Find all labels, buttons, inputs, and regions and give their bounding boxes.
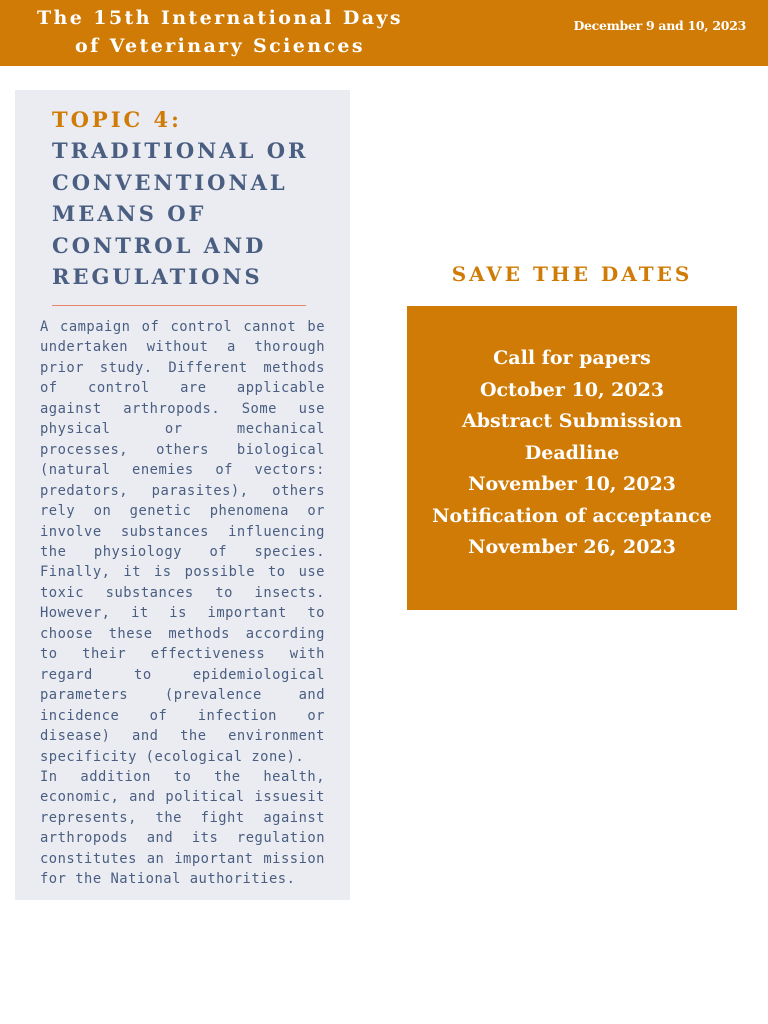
- dates-line: October 10, 2023: [479, 378, 665, 401]
- dates-line: November 10, 2023: [468, 473, 676, 495]
- event-title: [20, 4, 420, 60]
- header-banner: [0, 0, 768, 66]
- dates-line: Deadline: [524, 441, 620, 464]
- topic-description: [40, 317, 325, 890]
- event-title-line-1: The 15th International Days: [37, 7, 403, 29]
- topic-panel: [15, 90, 350, 900]
- topic-label: TOPIC 4:: [52, 107, 182, 132]
- save-the-dates-heading: SAVE THE DATES: [451, 262, 693, 286]
- dates-line: Call for papers: [493, 347, 651, 369]
- topic-title: [52, 135, 342, 293]
- dates-line: November 26, 2023: [468, 536, 676, 558]
- dates-line: Notification of acceptance: [432, 504, 712, 527]
- dates-line: Abstract Submission: [461, 410, 683, 432]
- dates-box: [407, 306, 737, 610]
- divider: [52, 305, 306, 306]
- event-date: December 9 and 10, 2023: [573, 18, 746, 33]
- topic-title-line: CONTROL AND: [52, 232, 267, 258]
- event-title-line-2: of Veterinary Sciences: [75, 35, 365, 57]
- topic-title-line: MEANS OF: [52, 201, 207, 226]
- description-paragraph: In addition to the health, economic, and political issuesit represents, the fight against arthropods and its regulation constitutes an important mission for the National authorities.: [40, 768, 325, 888]
- dates-list: [407, 343, 737, 564]
- topic-title-line: TRADITIONAL OR: [52, 138, 309, 163]
- topic-title-line: CONVENTIONAL: [52, 169, 288, 195]
- description-paragraph: A campaign of control cannot be undertaken without a thorough prior study. Different methods of control are applicable against arthropods. Some use physical or mechanical processes, others biological (natural enemies of vectors: predators, parasites), others rely on genetic phenomena or involve substances influencing the physiology of species. Finally, it is possible to use toxic substances to insects. However, it is important to choose these methods according to their effectiveness with regard to epidemiological parameters (prevalence and incidence of infection or disease) and the environment specificity (ecological zone).: [40, 319, 325, 765]
- topic-title-line: REGULATIONS: [52, 264, 263, 289]
